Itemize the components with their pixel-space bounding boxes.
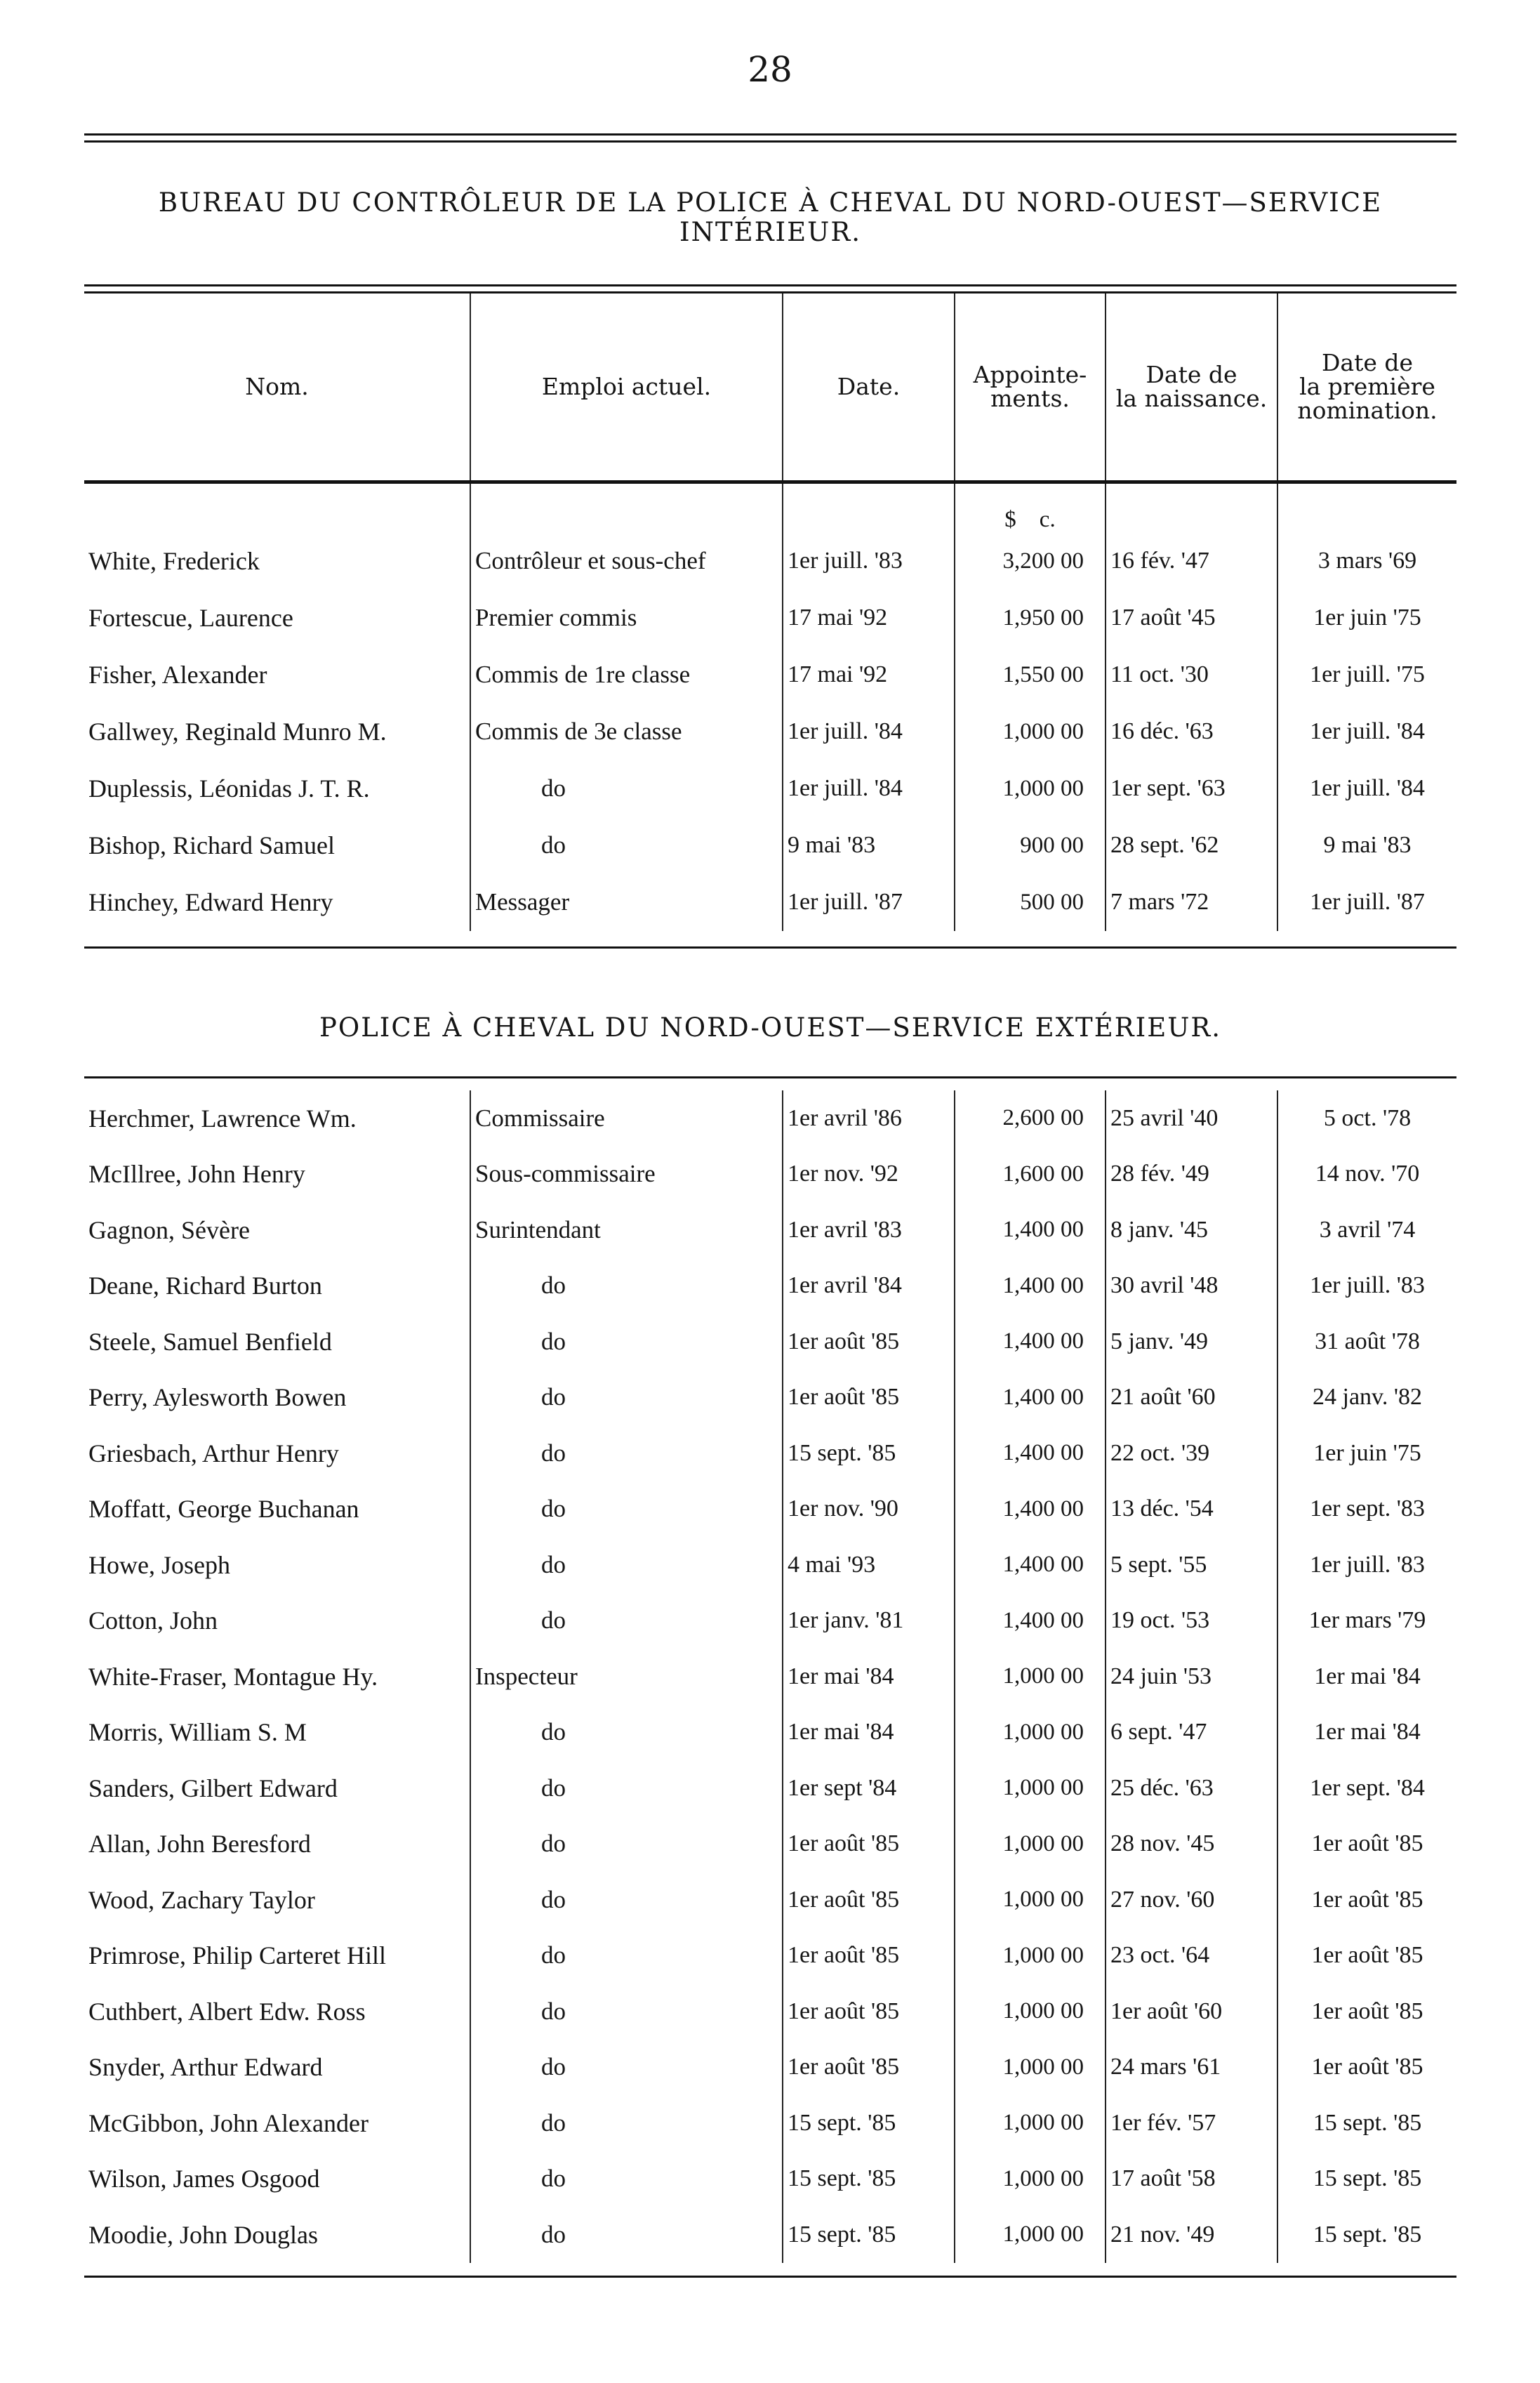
- cell-date: 1er août '85: [783, 1370, 955, 1426]
- cell-naissance: 21 nov. '49: [1106, 2207, 1277, 2263]
- cell-nomination: 1er août '85: [1277, 1816, 1456, 1873]
- table-row: [84, 1090, 1456, 1147]
- cell-emploi: do: [470, 1481, 783, 1538]
- table-row: [84, 1649, 1456, 1705]
- cell-emploi: do: [470, 1425, 783, 1481]
- cell-naissance: 30 avril '48: [1106, 1258, 1277, 1314]
- cell-naissance: 24 mars '61: [1106, 2040, 1277, 2096]
- cell-nom: Bishop, Richard Samuel: [88, 831, 335, 859]
- table-row: [84, 1928, 1456, 1984]
- cell-appointements: 1,000 00: [955, 2095, 1106, 2151]
- cell-naissance: 11 oct. '30: [1106, 647, 1277, 704]
- cell-appointements: 3,200 00: [955, 533, 1106, 590]
- table-row: [84, 1314, 1456, 1370]
- cell-naissance: 6 sept. '47: [1106, 1705, 1277, 1761]
- cell-appointements: 1,950 00: [955, 590, 1106, 647]
- table-row: [84, 2151, 1456, 2207]
- table-row: [84, 1481, 1456, 1538]
- cell-nomination: 1er mai '84: [1277, 1649, 1456, 1705]
- cell-date: 17 mai '92: [783, 590, 955, 647]
- cell-nom: White-Fraser, Montague Hy.: [88, 1662, 378, 1691]
- cell-naissance: 1er fév. '57: [1106, 2095, 1277, 2151]
- cell-appointements: 1,400 00: [955, 1202, 1106, 1258]
- section1-end-rule: [84, 946, 1456, 949]
- cell-nomination: 5 oct. '78: [1277, 1090, 1456, 1147]
- cell-nom: Cuthbert, Albert Edw. Ross: [88, 1997, 366, 2026]
- cell-appointements: 1,400 00: [955, 1425, 1106, 1481]
- cell-date: 1er avril '86: [783, 1090, 955, 1147]
- section1-table: [84, 293, 1456, 931]
- cell-nom: Fisher, Alexander: [88, 661, 267, 689]
- table-row: [84, 2095, 1456, 2151]
- cell-naissance: 13 déc. '54: [1106, 1481, 1277, 1538]
- table-row: [84, 1537, 1456, 1593]
- cell-appointements: 1,600 00: [955, 1147, 1106, 1203]
- section1-title-line2: INTÉRIEUR.: [679, 217, 861, 247]
- header-appointements-line1: Appointe-: [973, 360, 1087, 388]
- cell-emploi: Commis de 1re classe: [470, 647, 783, 704]
- cell-appointements: 900 00: [955, 817, 1106, 874]
- cell-naissance: 22 oct. '39: [1106, 1425, 1277, 1481]
- cell-appointements: 1,000 00: [955, 1928, 1106, 1984]
- cell-date: 1er juill. '87: [783, 874, 955, 931]
- section2-start-rule: [84, 1076, 1456, 1078]
- cell-emploi: do: [470, 1983, 783, 2040]
- cell-appointements: 1,400 00: [955, 1593, 1106, 1649]
- cell-naissance: 28 fév. '49: [1106, 1147, 1277, 1203]
- cell-naissance: 1er sept. '63: [1106, 760, 1277, 817]
- cell-appointements: 1,000 00: [955, 760, 1106, 817]
- cell-appointements: 1,400 00: [955, 1481, 1106, 1538]
- cell-appointements: 1,000 00: [955, 1649, 1106, 1705]
- cell-appointements: 1,000 00: [955, 1816, 1106, 1873]
- cell-nom: Moffatt, George Buchanan: [88, 1495, 359, 1524]
- cell-naissance: 16 déc. '63: [1106, 704, 1277, 760]
- table-row: [84, 1816, 1456, 1873]
- table-row: [84, 533, 1456, 590]
- cell-date: 4 mai '93: [783, 1537, 955, 1593]
- cell-nom: Morris, William S. M: [88, 1718, 307, 1747]
- cell-date: 1er juill. '84: [783, 760, 955, 817]
- cell-appointements: 1,000 00: [955, 2151, 1106, 2207]
- cell-nom: Moodie, John Douglas: [88, 2220, 318, 2249]
- section1-header-rule: [84, 284, 1456, 286]
- table-row: [84, 760, 1456, 817]
- cell-emploi: Premier commis: [470, 590, 783, 647]
- cell-nom: White, Frederick: [88, 547, 260, 575]
- cell-nomination: 1er juill. '75: [1277, 647, 1456, 704]
- cell-emploi: do: [470, 1928, 783, 1984]
- section1-title-line1: BUREAU DU CONTRÔLEUR DE LA POLICE À CHEVAL DU NORD-OUEST—SERVICE: [158, 187, 1383, 218]
- header-nomination: [1277, 293, 1456, 482]
- table-row: [84, 1760, 1456, 1816]
- cell-date: 15 sept. '85: [783, 2151, 955, 2207]
- header-nomination-line1: Date de: [1321, 348, 1414, 376]
- cell-date: 15 sept. '85: [783, 1425, 955, 1481]
- table-row: [84, 817, 1456, 874]
- cell-date: 1er août '85: [783, 1314, 955, 1370]
- cell-emploi: do: [470, 1705, 783, 1761]
- section2-end-rule: [84, 2276, 1456, 2278]
- cell-nom: Wood, Zachary Taylor: [88, 1885, 315, 1914]
- cell-emploi: Messager: [470, 874, 783, 931]
- cell-emploi: do: [470, 1537, 783, 1593]
- header-date: Date.: [783, 293, 955, 482]
- cell-date: 1er nov. '90: [783, 1481, 955, 1538]
- cell-emploi: do: [470, 1314, 783, 1370]
- table-row: [84, 874, 1456, 931]
- cell-nomination: 1er juin '75: [1277, 590, 1456, 647]
- cell-nomination: 1er août '85: [1277, 1928, 1456, 1984]
- table-row: [84, 1705, 1456, 1761]
- cell-nomination: 15 sept. '85: [1277, 2095, 1456, 2151]
- cell-naissance: 5 sept. '55: [1106, 1537, 1277, 1593]
- cell-date: 1er août '85: [783, 1983, 955, 2040]
- cell-date: 1er nov. '92: [783, 1147, 955, 1203]
- cell-nomination: 1er mai '84: [1277, 1705, 1456, 1761]
- cell-date: 1er avril '84: [783, 1258, 955, 1314]
- cell-emploi: do: [470, 2040, 783, 2096]
- cell-naissance: 17 août '58: [1106, 2151, 1277, 2207]
- cell-emploi: do: [470, 1816, 783, 1873]
- cell-nomination: 1er sept. '83: [1277, 1481, 1456, 1538]
- table-row: [84, 1425, 1456, 1481]
- cell-appointements: 1,000 00: [955, 1872, 1106, 1928]
- section1-title: [84, 188, 1456, 247]
- cell-naissance: 21 août '60: [1106, 1370, 1277, 1426]
- cell-date: 1er août '85: [783, 1872, 955, 1928]
- table-row: [84, 704, 1456, 760]
- table-row: [84, 590, 1456, 647]
- cell-naissance: 1er août '60: [1106, 1983, 1277, 2040]
- cell-emploi: do: [470, 1370, 783, 1426]
- table-row: [84, 1593, 1456, 1649]
- cell-appointements: 1,000 00: [955, 704, 1106, 760]
- header-naissance-line2: la naissance.: [1115, 384, 1268, 412]
- table-row: [84, 2207, 1456, 2263]
- cell-emploi: do: [470, 1258, 783, 1314]
- cell-nomination: 1er juill. '84: [1277, 704, 1456, 760]
- cell-nomination: 1er août '85: [1277, 2040, 1456, 2096]
- cell-appointements: 1,000 00: [955, 1705, 1106, 1761]
- cell-nomination: 15 sept. '85: [1277, 2207, 1456, 2263]
- cell-nomination: 1er juill. '83: [1277, 1537, 1456, 1593]
- cell-nomination: 1er juill. '83: [1277, 1258, 1456, 1314]
- currency-dollar: $: [1004, 506, 1016, 532]
- cell-nomination: 1er sept. '84: [1277, 1760, 1456, 1816]
- cell-nomination: 1er août '85: [1277, 1872, 1456, 1928]
- cell-naissance: 23 oct. '64: [1106, 1928, 1277, 1984]
- table-row: [84, 1983, 1456, 2040]
- cell-appointements: 1,400 00: [955, 1314, 1106, 1370]
- table-row: [84, 1370, 1456, 1426]
- cell-nom: Duplessis, Léonidas J. T. R.: [88, 774, 370, 803]
- cell-nom: Howe, Joseph: [88, 1550, 230, 1579]
- header-naissance-line1: Date de: [1146, 360, 1237, 388]
- cell-emploi: Commissaire: [470, 1090, 783, 1147]
- cell-nom: Primrose, Philip Carteret Hill: [88, 1941, 386, 1970]
- currency-cents: c.: [1039, 506, 1056, 532]
- header-naissance: [1106, 293, 1277, 482]
- cell-nomination: 1er juill. '87: [1277, 874, 1456, 931]
- cell-appointements: 1,000 00: [955, 1760, 1106, 1816]
- cell-nomination: 31 août '78: [1277, 1314, 1456, 1370]
- cell-emploi: Sous-commissaire: [470, 1147, 783, 1203]
- cell-nom: Gagnon, Sévère: [88, 1215, 250, 1244]
- cell-nomination: 1er août '85: [1277, 1983, 1456, 2040]
- cell-nom: Fortescue, Laurence: [88, 604, 293, 632]
- cell-naissance: 25 avril '40: [1106, 1090, 1277, 1147]
- table-row: [84, 647, 1456, 704]
- cell-date: 1er mai '84: [783, 1705, 955, 1761]
- cell-date: 9 mai '83: [783, 817, 955, 874]
- cell-emploi: Commis de 3e classe: [470, 704, 783, 760]
- table-row: [84, 1258, 1456, 1314]
- cell-date: 1er août '85: [783, 1928, 955, 1984]
- cell-naissance: 8 janv. '45: [1106, 1202, 1277, 1258]
- cell-date: 15 sept. '85: [783, 2095, 955, 2151]
- cell-emploi: Surintendant: [470, 1202, 783, 1258]
- cell-naissance: 25 déc. '63: [1106, 1760, 1277, 1816]
- cell-naissance: 27 nov. '60: [1106, 1872, 1277, 1928]
- top-double-rule: [84, 133, 1456, 136]
- cell-nomination: 24 janv. '82: [1277, 1370, 1456, 1426]
- cell-nom: Griesbach, Arthur Henry: [88, 1439, 339, 1467]
- cell-date: 1er mai '84: [783, 1649, 955, 1705]
- cell-nom: Hinchey, Edward Henry: [88, 888, 333, 916]
- cell-emploi: Inspecteur: [470, 1649, 783, 1705]
- cell-date: 15 sept. '85: [783, 2207, 955, 2263]
- cell-appointements: 1,400 00: [955, 1370, 1106, 1426]
- cell-emploi: do: [470, 2207, 783, 2263]
- table-row: [84, 1202, 1456, 1258]
- cell-nom: Gallwey, Reginald Munro M.: [88, 718, 387, 746]
- cell-nom: Steele, Samuel Benfield: [88, 1327, 332, 1356]
- cell-date: 1er juill. '83: [783, 533, 955, 590]
- cell-emploi: do: [470, 1872, 783, 1928]
- cell-appointements: 1,400 00: [955, 1258, 1106, 1314]
- cell-nomination: 14 nov. '70: [1277, 1147, 1456, 1203]
- cell-appointements: 1,000 00: [955, 2207, 1106, 2263]
- cell-nom: Allan, John Beresford: [88, 1830, 311, 1859]
- cell-naissance: 7 mars '72: [1106, 874, 1277, 931]
- cell-nom: Snyder, Arthur Edward: [88, 2053, 323, 2082]
- header-emploi: Emploi actuel.: [470, 293, 783, 482]
- section2-table: [84, 1090, 1456, 2263]
- cell-emploi: Contrôleur et sous-chef: [470, 533, 783, 590]
- cell-date: 17 mai '92: [783, 647, 955, 704]
- cell-nomination: 1er juill. '84: [1277, 760, 1456, 817]
- cell-nom: Cotton, John: [88, 1606, 218, 1635]
- cell-naissance: 16 fév. '47: [1106, 533, 1277, 590]
- cell-naissance: 19 oct. '53: [1106, 1593, 1277, 1649]
- cell-emploi: do: [470, 1593, 783, 1649]
- cell-emploi: do: [470, 2151, 783, 2207]
- cell-emploi: do: [470, 1760, 783, 1816]
- page-number: 28: [748, 49, 792, 90]
- cell-nom: McIllree, John Henry: [88, 1160, 305, 1189]
- cell-emploi: do: [470, 760, 783, 817]
- cell-appointements: 500 00: [955, 874, 1106, 931]
- cell-nom: Deane, Richard Burton: [88, 1272, 322, 1300]
- table-row: [84, 1147, 1456, 1203]
- cell-nomination: 1er juin '75: [1277, 1425, 1456, 1481]
- cell-appointements: 2,600 00: [955, 1090, 1106, 1147]
- cell-nomination: 3 mars '69: [1277, 533, 1456, 590]
- cell-appointements: 1,000 00: [955, 1983, 1106, 2040]
- cell-naissance: 24 juin '53: [1106, 1649, 1277, 1705]
- cell-naissance: 17 août '45: [1106, 590, 1277, 647]
- cell-nom: Sanders, Gilbert Edward: [88, 1774, 338, 1802]
- cell-date: 1er avril '83: [783, 1202, 955, 1258]
- section2-title: POLICE À CHEVAL DU NORD-OUEST—SERVICE EXTÉRIEUR.: [319, 1012, 1222, 1043]
- cell-nomination: 3 avril '74: [1277, 1202, 1456, 1258]
- cell-date: 1er août '85: [783, 2040, 955, 2096]
- cell-naissance: 28 sept. '62: [1106, 817, 1277, 874]
- cell-emploi: do: [470, 2095, 783, 2151]
- cell-appointements: 1,550 00: [955, 647, 1106, 704]
- table-row: [84, 1872, 1456, 1928]
- cell-date: 1er janv. '81: [783, 1593, 955, 1649]
- cell-nom: Herchmer, Lawrence Wm.: [88, 1104, 357, 1133]
- header-nomination-line2: la première: [1299, 372, 1435, 400]
- cell-nom: McGibbon, John Alexander: [88, 2108, 369, 2137]
- cell-date: 1er sept '84: [783, 1760, 955, 1816]
- header-appointements: [955, 293, 1106, 482]
- section1-header-row: [84, 293, 1456, 482]
- cell-nom: Wilson, James Osgood: [88, 2165, 320, 2193]
- currency-unit-row: [84, 482, 1456, 533]
- cell-emploi: do: [470, 817, 783, 874]
- cell-date: 1er juill. '84: [783, 704, 955, 760]
- cell-appointements: 1,400 00: [955, 1537, 1106, 1593]
- cell-naissance: 5 janv. '49: [1106, 1314, 1277, 1370]
- cell-date: 1er août '85: [783, 1816, 955, 1873]
- table-row: [84, 2040, 1456, 2096]
- cell-nomination: 1er mars '79: [1277, 1593, 1456, 1649]
- header-nom: Nom.: [84, 293, 470, 482]
- cell-nom: Perry, Aylesworth Bowen: [88, 1383, 347, 1412]
- header-appointements-line2: ments.: [990, 384, 1070, 412]
- cell-nomination: 15 sept. '85: [1277, 2151, 1456, 2207]
- cell-naissance: 28 nov. '45: [1106, 1816, 1277, 1873]
- header-nomination-line3: nomination.: [1297, 396, 1438, 424]
- cell-appointements: 1,000 00: [955, 2040, 1106, 2096]
- cell-nomination: 9 mai '83: [1277, 817, 1456, 874]
